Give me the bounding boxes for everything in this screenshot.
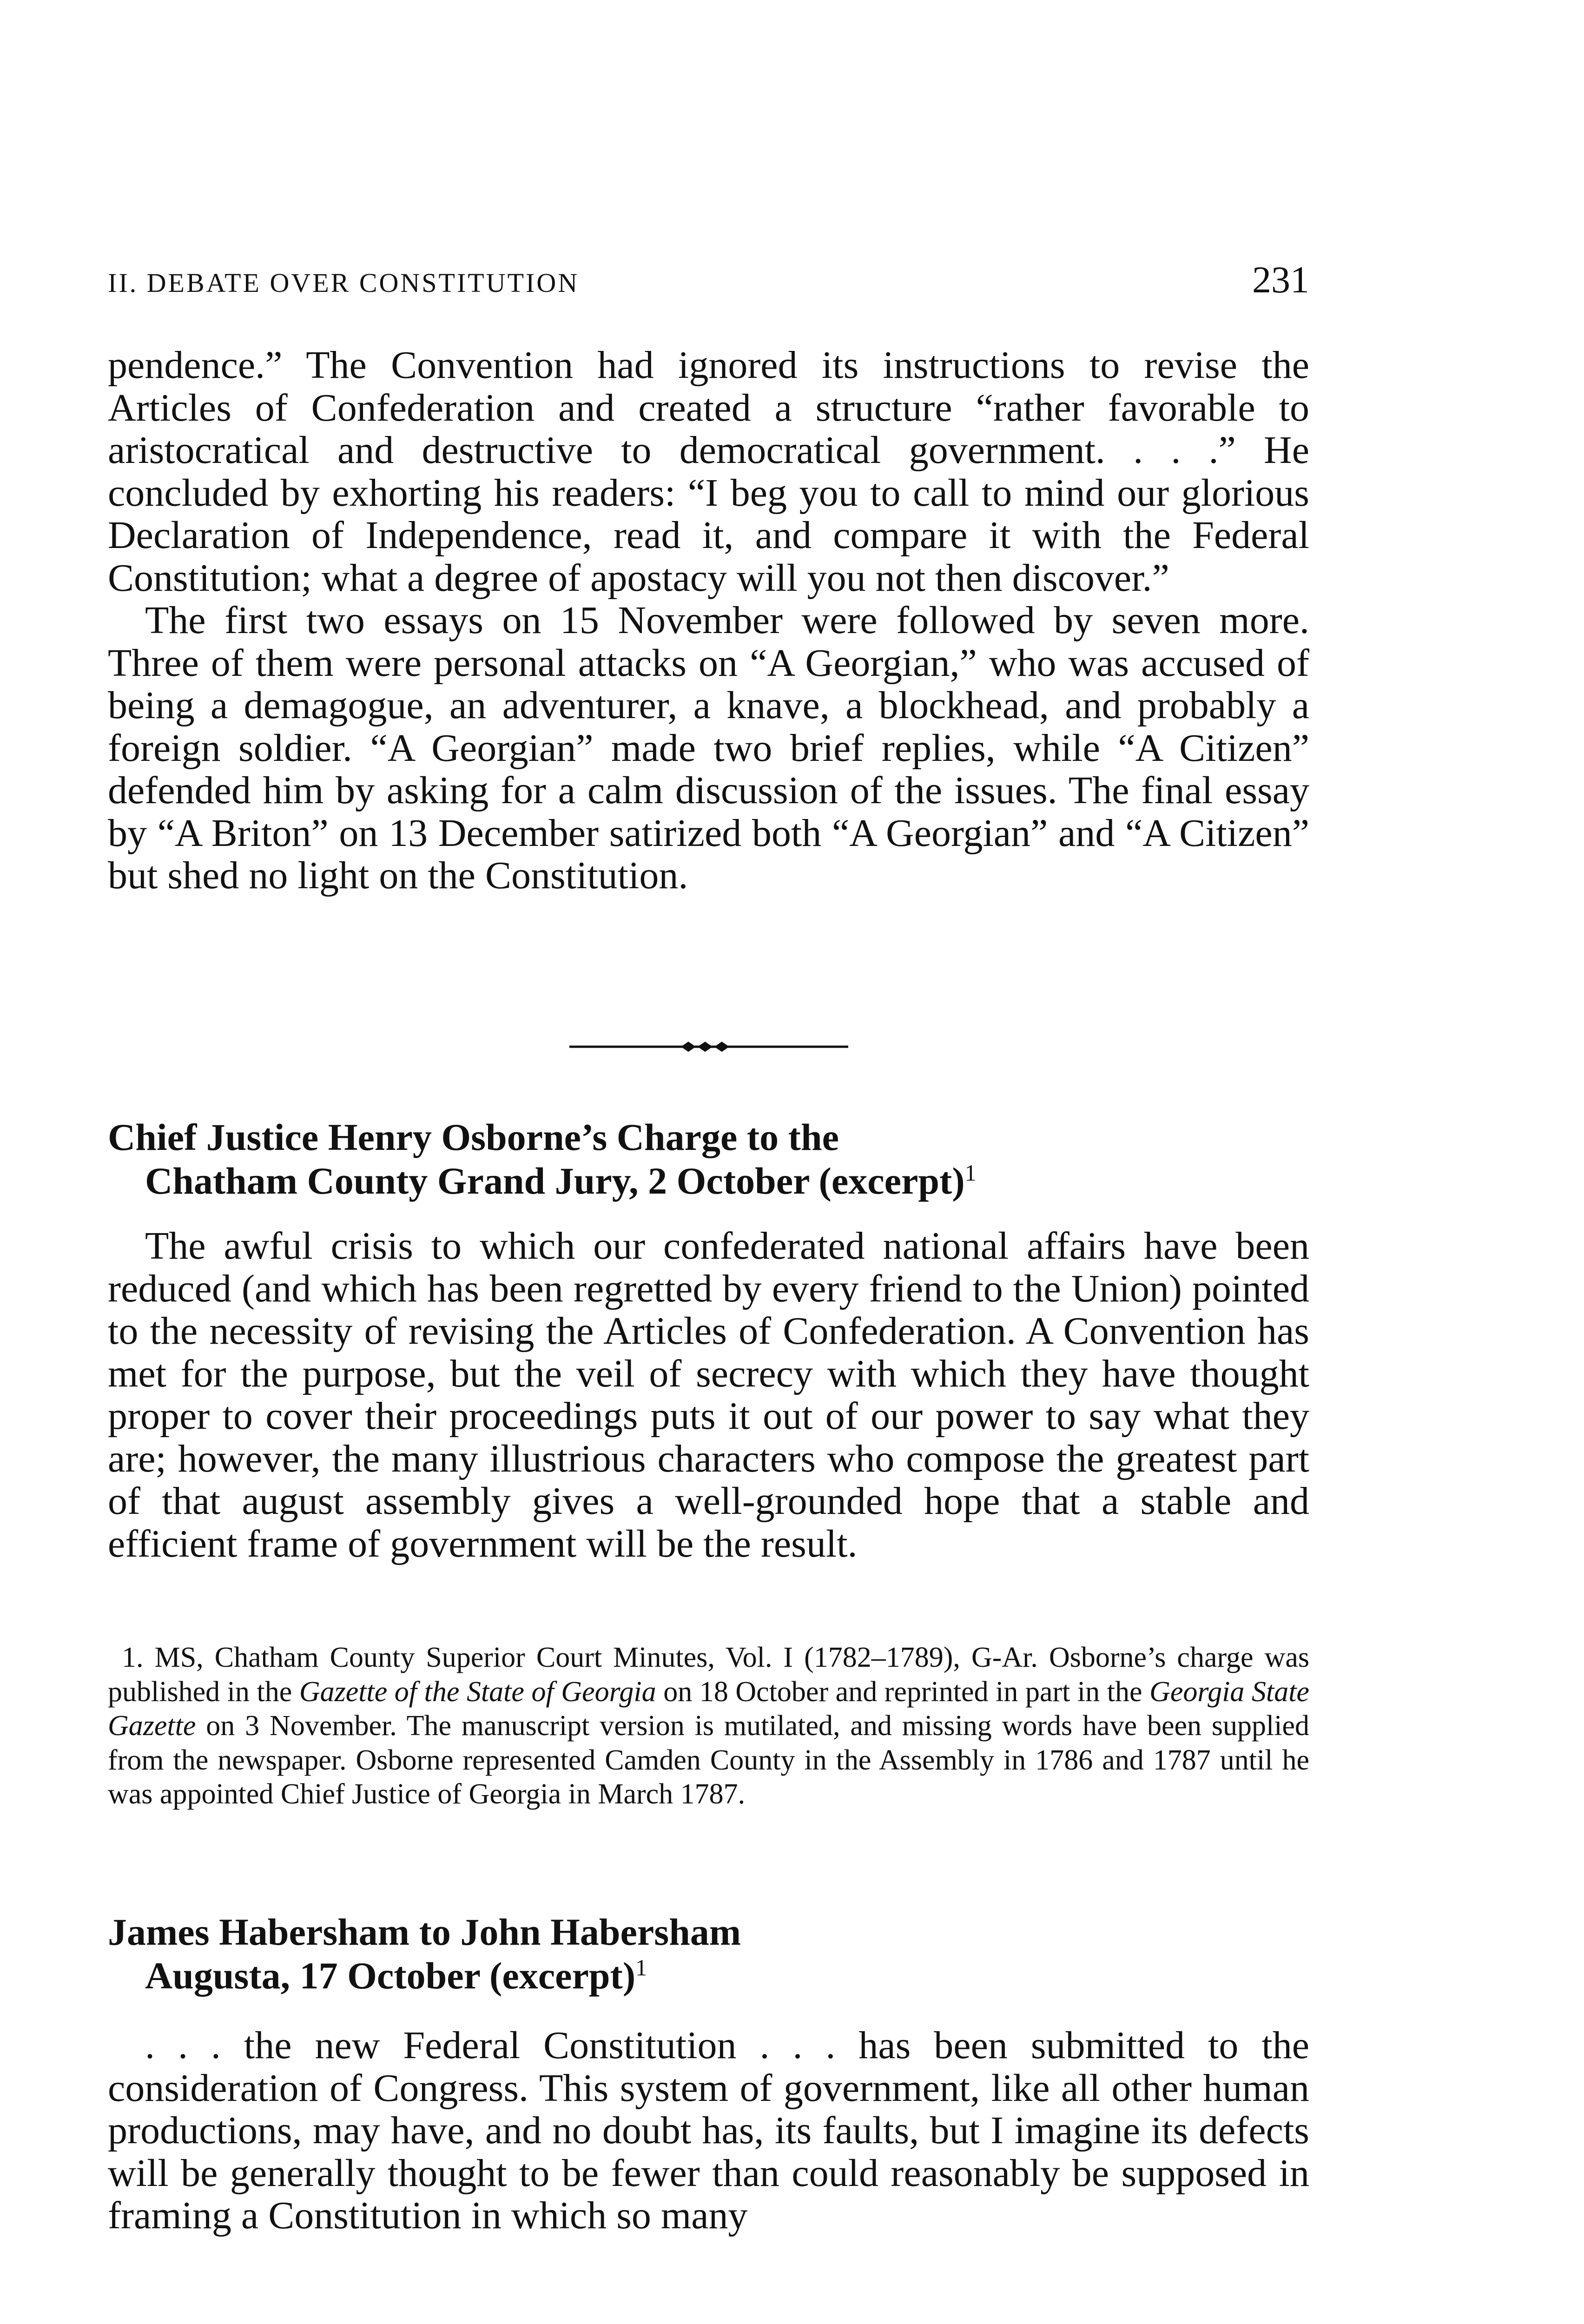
running-head <box>108 258 1309 304</box>
osborne-charge-text <box>108 1225 1309 1565</box>
footnote <box>108 1641 1309 1812</box>
section-heading-habersham <box>108 1910 1309 1998</box>
osborne-paragraph: The awful crisis to which our confederated national affairs have been reduced (and which has been regretted by every friend to the Union) pointed to the necessity of revising the Articles of Confederation. A Convention has met for the purpose, but the veil of secrecy with which they have thought proper to cover their proceedings puts it out of our power to say what they are; however, the many illustrious characters who compose the greatest part of that august assembly gives a well-grounded hope that a stable and efficient frame of government will be the result. <box>108 1224 1309 1565</box>
intro-text <box>108 344 1309 897</box>
running-title: II. DEBATE OVER CONSTITUTION <box>108 268 580 298</box>
habersham-letter-text <box>108 2024 1309 2237</box>
footnote-text-2: on 18 October and reprinted in part in the <box>656 1676 1150 1708</box>
heading-line-2: Augusta, 17 October (excerpt) <box>145 1954 636 1997</box>
habersham-paragraph: . . . the new Federal Constitution . . . has been submitted to the consideration of Congress. This system of government, like all other human productions, may have, and no doubt has, its faults, but I imagine its defects will be generally thought to be fewer than could reasonably be supposed in framing a Constitution in which so many <box>108 2024 1309 2237</box>
intro-paragraph-2: The first two essays on 15 November were followed by seven more. Three of them were personal attacks on “A Georgian,” who was accused of being a demagogue, an adventurer, a knave, a blockhead, and probably a foreign soldier. “A Georgian” made two brief replies, while “A Citizen” defended him by asking for a calm discussion of the issues. The final essay by “A Briton” on 13 December satirized both “A Georgian” and “A Citizen” but shed no light on the Constitution. <box>108 599 1309 897</box>
intro-paragraph-1: pendence.” The Convention had ignored its instructions to revise the Articles of Confederation and created a structure “rather favorable to aristocratical and destructive to democratical government. . . .” He concluded by exhorting his readers: “I beg you to call to mind our glorious Declaration of Independence, read it, and compare it with the Federal Constitution; what a degree of apostacy will you not then discover.” <box>108 343 1309 600</box>
footnote-newspaper-1: Gazette of the State of Georgia <box>299 1676 656 1708</box>
footnote-ref: 1 <box>635 1954 647 1981</box>
heading-line-1: Chief Justice Henry Osborne’s Charge to the <box>108 1116 839 1158</box>
footnote-text-3: on 3 November. The manuscript version is mutilated, and missing words have been supplied from the newspaper. Osborne represented Camden County in the Assembly in 1786 and 1787 until he was appointed Chief Justice of Georgia in March 1787. <box>108 1710 1309 1810</box>
section-divider-ornament <box>569 1037 848 1056</box>
section-heading-osborne <box>108 1116 1309 1203</box>
heading-line-2: Chatham County Grand Jury, 2 October (excerpt) <box>145 1160 965 1202</box>
footnote-text-1: 1. MS, Chatham County Superior Court Minutes, Vol. I (1782–1789), G-Ar. Osborne’s charge was published in the <box>108 1642 1309 1708</box>
page-number: 231 <box>1252 258 1309 301</box>
heading-line-1: James Habersham to John Habersham <box>108 1911 741 1953</box>
footnote-newspaper-2: Georgia State Gazette <box>108 1676 1309 1742</box>
footnote-ref: 1 <box>964 1160 977 1186</box>
